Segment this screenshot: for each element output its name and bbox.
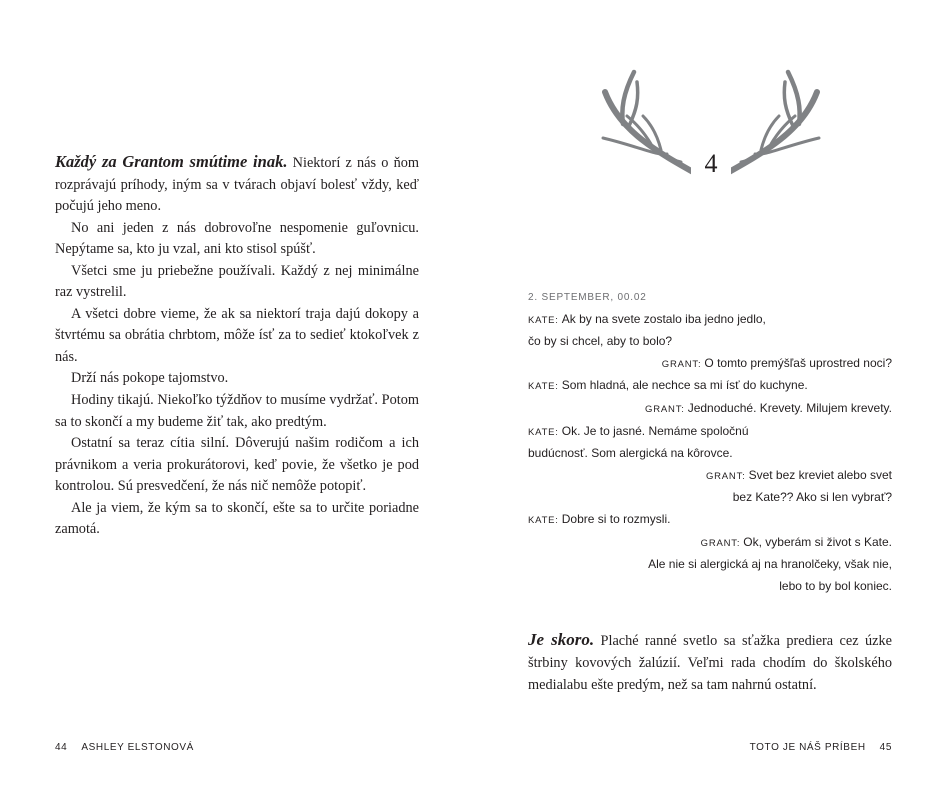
chat-message: Ok. Je to jasné. Nemáme spoločnú xyxy=(561,423,749,438)
chat-message: budúcnosť. Som alergická na kôrovce. xyxy=(528,446,733,461)
paragraph-6: Hodiny tikajú. Niekoľko týždňov to musíme vydržať. Potom sa to skončí a my budeme žiť tak, ako predtým. xyxy=(55,392,419,430)
chat-line xyxy=(528,421,892,444)
paragraph-3: Všetci sme ju priebežne používali. Každý z nej minimálne raz vystrelil. xyxy=(55,262,419,301)
paragraph-5: Drží nás pokope tajomstvo. xyxy=(71,370,229,387)
lead-phrase: Je skoro. xyxy=(528,630,595,649)
paragraph-4: A všetci dobre vieme, že ak sa niektorí traja dajú dokopy a štvrtému sa obrátia chrbtom, môže ísť za to sedieť ktokoľvek z nás. xyxy=(55,305,419,365)
paragraph-1 xyxy=(528,629,892,696)
chat-speaker: KATE: xyxy=(528,426,559,438)
chat-speaker: GRANT: xyxy=(705,470,746,482)
chat-line xyxy=(528,309,892,332)
left-footer xyxy=(55,742,194,753)
chat-line xyxy=(528,532,892,555)
paragraph-text: Niektorí z nás o ňom rozprávajú príhody, iným sa v tvárach objaví bolesť vždy, keď počujú jeho meno. xyxy=(55,155,419,215)
paragraph-2: No ani jeden z nás dobrovoľne nespomenie guľovnicu. Nepýtame sa, kto ju vzal, ani kto stisol spúšť. xyxy=(55,219,419,258)
chat-line xyxy=(528,353,892,376)
chat-line xyxy=(528,554,892,576)
page-number: 45 xyxy=(879,742,892,753)
chat-message: Som hladná, ale nechce sa mi ísť do kuchyne. xyxy=(561,378,808,393)
chat-speaker: KATE: xyxy=(528,381,559,393)
paragraph-1 xyxy=(55,151,419,218)
chat-message: lebo to by bol koniec. xyxy=(779,578,892,593)
chat-line xyxy=(528,398,892,421)
chat-line xyxy=(528,465,892,488)
chat-speaker: KATE: xyxy=(528,314,559,326)
chat-line xyxy=(528,443,892,465)
chat-transcript xyxy=(528,287,892,597)
chat-line xyxy=(528,576,892,598)
right-footer xyxy=(750,742,892,753)
paragraph-text: Plaché ranné svetlo sa sťažka prediera cez úzke štrbiny kovových žalúzií. Veľmi rada chodím do školského medialabu ešte predým, než sa tam nahrnú ostatní. xyxy=(528,633,892,693)
chat-date: 2. SEPTEMBER, 00.02 xyxy=(528,292,647,303)
chat-speaker: GRANT: xyxy=(645,403,685,415)
chat-speaker: KATE: xyxy=(528,514,559,526)
chat-line xyxy=(528,509,892,532)
running-head-title: TOTO JE NÁŠ PRÍBEH xyxy=(749,742,866,753)
chat-message: Dobre si to rozmysli. xyxy=(561,511,671,526)
running-head-author: ASHLEY ELSTONOVÁ xyxy=(81,742,194,753)
chat-line xyxy=(528,331,892,353)
chat-message: Ak by na svete zostalo iba jedno jedlo, xyxy=(561,311,766,326)
chat-line xyxy=(528,375,892,398)
chat-message: bez Kate?? Ako si len vybrať? xyxy=(732,490,892,505)
chat-speaker: GRANT: xyxy=(700,537,741,549)
page-number: 44 xyxy=(55,742,68,753)
chat-speaker: GRANT: xyxy=(661,358,702,370)
lead-phrase: Každý za Grantom smútime inak. xyxy=(55,152,288,171)
chat-message: O tomto premýšľaš uprostred noci? xyxy=(704,355,892,370)
chat-line xyxy=(528,487,892,509)
chat-message: Jednoduché. Krevety. Milujem krevety. xyxy=(687,400,892,415)
chat-message: Ok, vyberám si život s Kate. xyxy=(743,534,892,549)
chat-message: čo by si chcel, aby to bolo? xyxy=(528,334,673,349)
right-page-body xyxy=(528,629,892,696)
chapter-number: 4 xyxy=(704,149,718,178)
paragraph-7: Ostatní sa teraz cítia silní. Dôverujú našim rodičom a ich právnikom a veria prokurátorovi, keď povie, že všetko je pod kontrolou. Sú presvedčení, že nás nič nemôže potopiť. xyxy=(55,435,419,495)
chat-lines xyxy=(528,309,892,598)
paragraph-8: Ale ja viem, že kým sa to skončí, ešte sa to určite poriadne zamotá. xyxy=(55,499,419,538)
chat-message: Ale nie si alergická aj na hranolčeky, však nie, xyxy=(648,557,892,572)
chat-message: Svet bez kreviet alebo svet xyxy=(748,467,892,482)
left-page-body xyxy=(55,151,419,541)
right-page xyxy=(473,0,946,800)
